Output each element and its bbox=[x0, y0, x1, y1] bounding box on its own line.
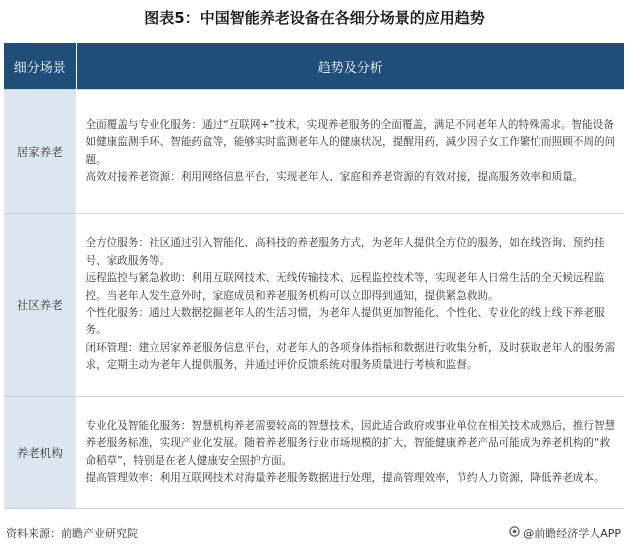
table-row bbox=[4, 90, 624, 214]
analysis-paragraph: 全方位服务：社区通过引入智能化、高科技的养老服务方式，为老年人提供全方位的服务，如在线咨询、预约挂号、家政服务等。 bbox=[85, 237, 605, 267]
analysis-paragraph: 个性化服务：通过大数据挖掘老年人的生活习惯，为老年人提供更加智能化、个性化、专业化的线上线下养老服务。 bbox=[85, 307, 605, 337]
chart-title: 图表5：中国智能养老设备在各细分场景的应用趋势 bbox=[144, 9, 485, 27]
brand-text: @前瞻经济学人APP bbox=[523, 527, 621, 540]
header-scene: 细分场景 bbox=[4, 43, 76, 90]
scene-cell: 社区养老 bbox=[4, 214, 76, 397]
scene-cell: 居家养老 bbox=[4, 90, 76, 214]
analysis-cell bbox=[76, 90, 624, 214]
analysis-paragraph: 高效对接养老资源：利用网络信息平台，实现老年人、家庭和养老资源的有效对接，提高服务效率和质量。 bbox=[85, 170, 584, 183]
analysis-paragraph: 全面覆盖与专业化服务：通过“互联网+”技术，实现养老服务的全面覆盖，满足不同老年人的特殊需求。智能设备如健康监测手环、智能药盒等，能够实时监测老年人的健康状况，提醒用药，减少因子女工作繁忙而照顾不周的问题。 bbox=[85, 118, 616, 166]
table-row bbox=[4, 397, 624, 509]
brand-credit bbox=[509, 525, 621, 541]
source-note: 资料来源：前瞻产业研究院 bbox=[6, 527, 138, 540]
analysis-paragraph: 闭环管理：建立居家养老服务信息平台，对老年人的各项身体指标和数据进行收集分析，及时获取老年人的服务需求，定期主动为老年人提供服务，并通过评价反馈系统对服务质量进行考核和监督。 bbox=[85, 341, 616, 372]
analysis-cell bbox=[76, 397, 624, 509]
analysis-cell bbox=[76, 214, 624, 397]
analysis-paragraph: 远程监控与紧急救助：利用互联网技术、无线传输技术、远程监控技术等，实现老年人日常生活的全天候远程监控。当老年人发生意外时，家庭成员和养老服务机构可以立即得到通知，提供紧急救助。 bbox=[85, 272, 605, 302]
table-row bbox=[4, 214, 624, 397]
header-analysis: 趋势及分析 bbox=[76, 43, 624, 90]
scene-cell: 养老机构 bbox=[4, 397, 76, 509]
qianzhan-logo-icon bbox=[509, 526, 520, 540]
analysis-paragraph: 专业化及智能化服务：智慧机构养老需要较高的智慧技术，因此适合政府或事业单位在相关技术成熟后，推行智慧养老服务标准，实现产业化发展。随着养老服务行业市场规模的扩大，智能健康养老产品可能成为养老机构的“救命稻草”，特别是在老人健康安全照护方面。 bbox=[85, 419, 616, 467]
trend-table bbox=[4, 43, 624, 509]
table-header-row bbox=[4, 43, 624, 90]
analysis-paragraph: 提高管理效率：利用互联网技术对海量养老服务数据进行处理，提高管理效率，节约人力资源，降低养老成本。 bbox=[85, 471, 605, 484]
